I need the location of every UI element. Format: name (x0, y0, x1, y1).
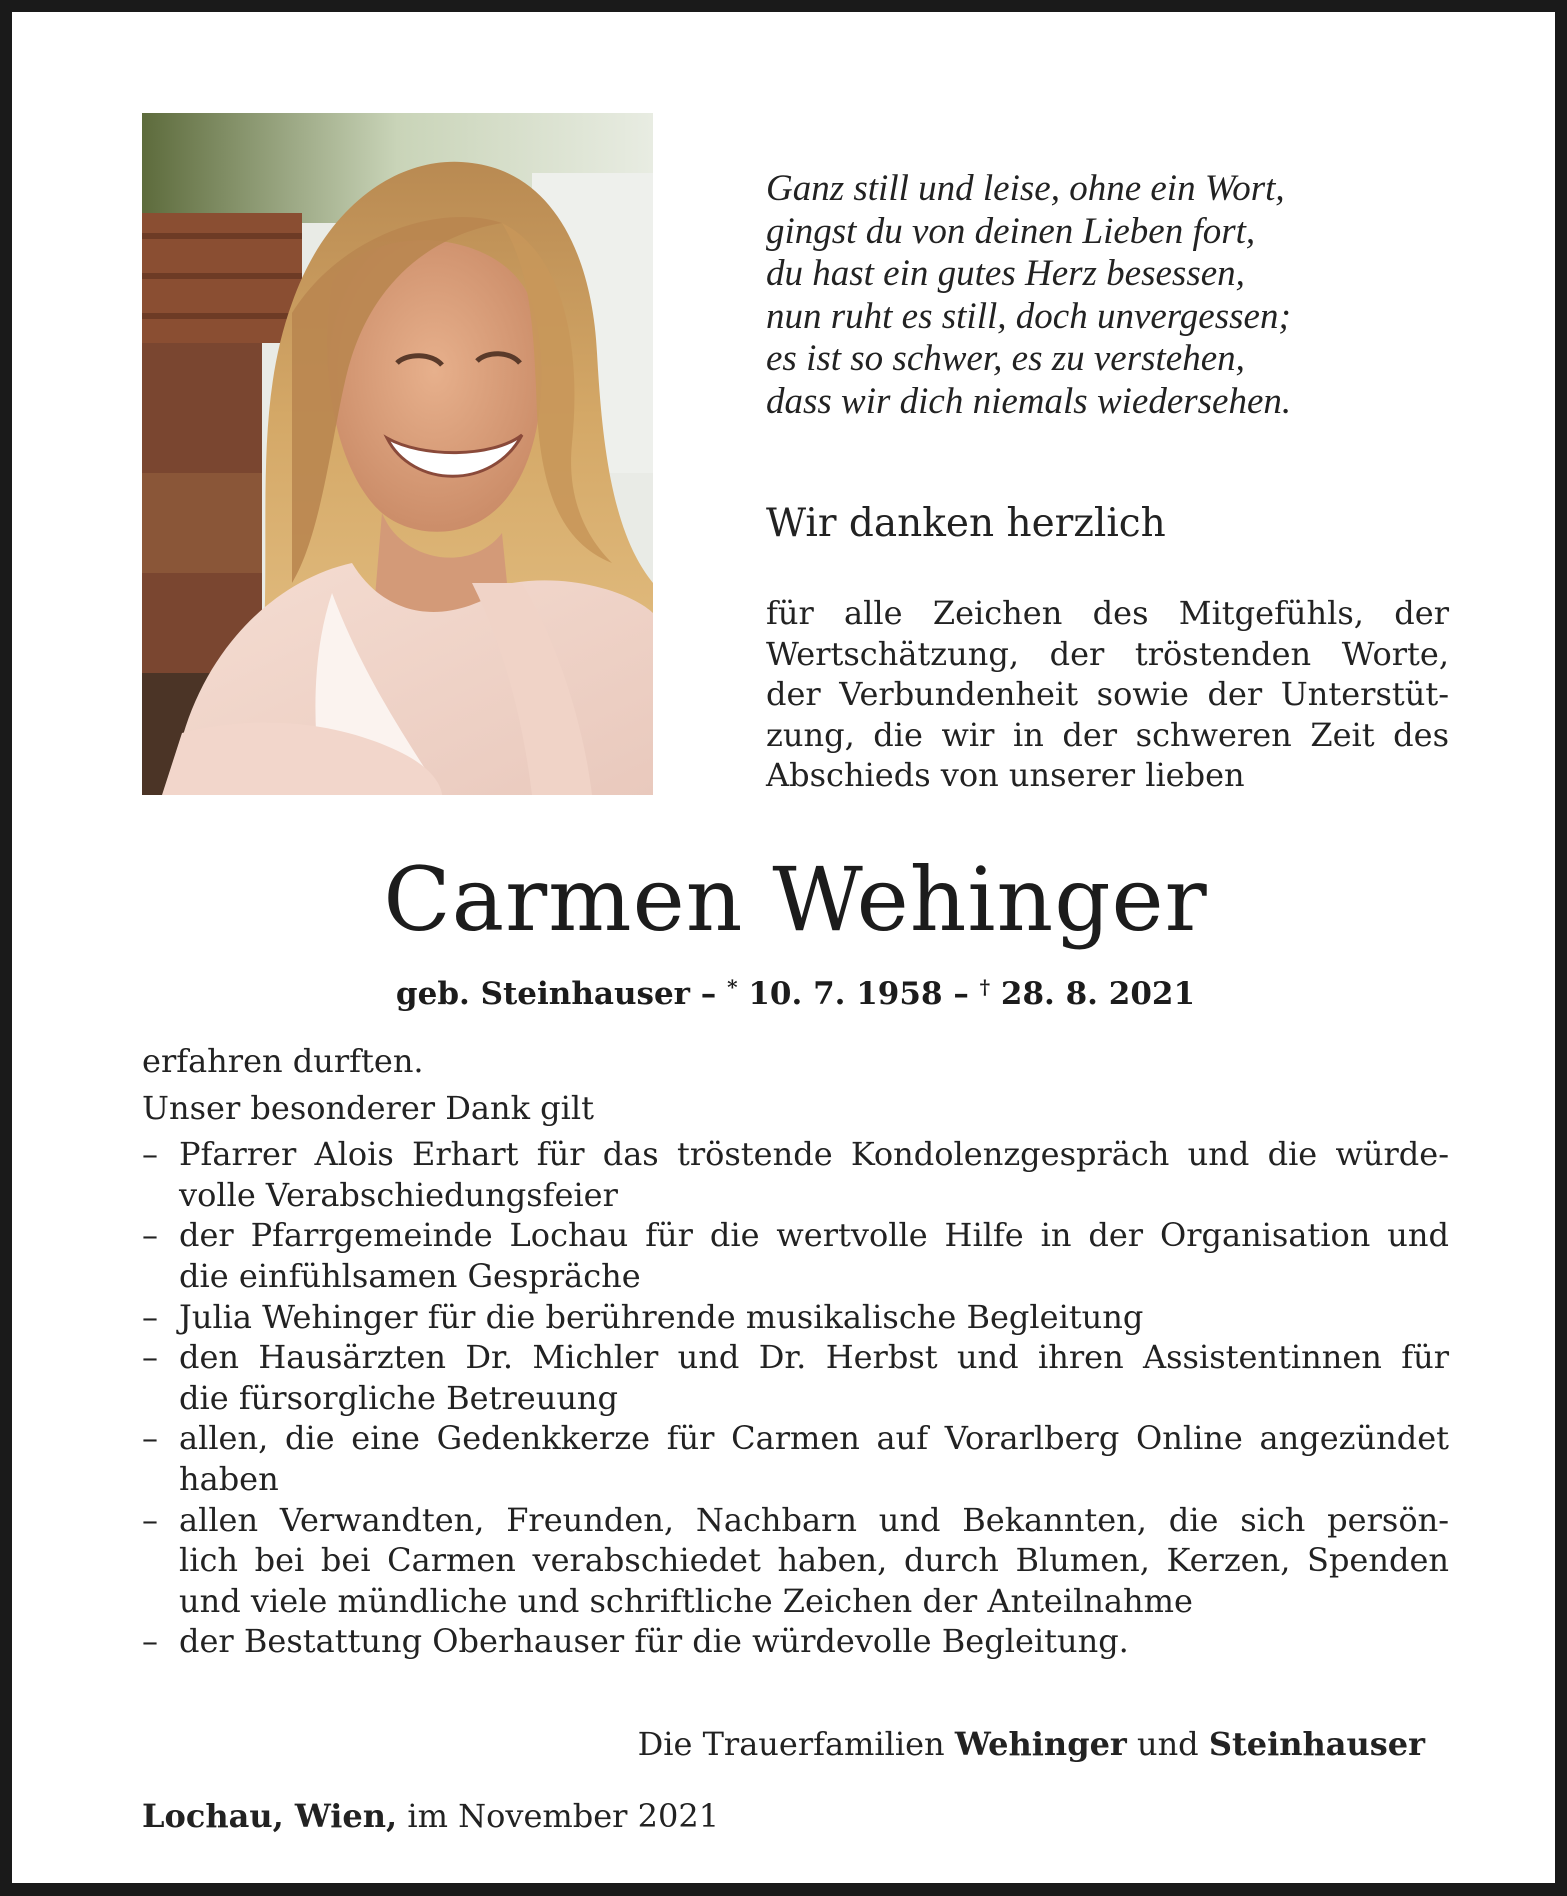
list-dash: – (142, 1135, 158, 1174)
birth-symbol: * (727, 975, 738, 999)
family-name-1: Wehinger (954, 1725, 1127, 1763)
list-dash: – (142, 1297, 158, 1336)
list-dash: – (142, 1338, 158, 1377)
list-item-line: der Pfarrgemeinde Lochau für die wertvolle Hilfe in der Organisation und (179, 1216, 1449, 1255)
thanks-line: Wertschätzung, der tröstenden Worte, (766, 634, 1449, 673)
list-item (142, 1337, 1449, 1418)
list-item-line: allen Verwandten, Freunden, Nachbarn und Bekannten, die sich persön- (179, 1500, 1449, 1539)
birth-date: 10. 7. 1958 (748, 976, 943, 1012)
portrait-photo (142, 113, 653, 795)
list-item (142, 1500, 1449, 1622)
thanks-line: für alle Zeichen des Mitgefühls, der (766, 594, 1449, 632)
signature-conjunction: und (1136, 1725, 1199, 1763)
poem-line: dass wir dich niemals wiedersehen. (766, 380, 1292, 422)
place-date-footer (142, 1795, 719, 1837)
list-item-line: lich bei bei Carmen verabschiedet haben, durch Blumen, Kerzen, Spenden (179, 1541, 1449, 1580)
thanks-line: der Verbundenheit sowie der Unterstüt- (766, 675, 1449, 714)
list-item-line: die fürsorgliche Betreuung (179, 1378, 619, 1417)
continuation-text: erfahren durften. (142, 1042, 424, 1080)
death-date: 28. 8. 2021 (1000, 976, 1196, 1012)
thanks-paragraph (766, 593, 1449, 796)
list-item (142, 1621, 1449, 1662)
family-name-2: Steinhauser (1208, 1725, 1425, 1763)
poem-line: gingst du von deinen Lieben fort, (766, 210, 1256, 252)
poem-line: Ganz still und leise, ohne ein Wort, (766, 168, 1285, 209)
list-item-line: Julia Wehinger für die berührende musikalische Begleitung (179, 1297, 1144, 1336)
list-dash: – (142, 1622, 158, 1661)
list-dash: – (142, 1419, 158, 1458)
thanks-heading: Wir danken herzlich (766, 501, 1166, 546)
list-item-line: volle Verabschiedungsfeier (179, 1175, 618, 1214)
body-text (142, 1041, 1449, 1662)
deceased-name: Carmen Wehinger (383, 848, 1208, 951)
list-item (142, 1297, 1449, 1338)
death-symbol: † (979, 975, 991, 999)
thanks-line: zung, die wir in der schweren Zeit des (766, 715, 1449, 754)
list-item-line: der Bestattung Oberhauser für die würdevolle Begleitung. (179, 1622, 1129, 1661)
family-signature (638, 1723, 1425, 1765)
memorial-poem (766, 168, 1466, 423)
birth-name: geb. Steinhauser (395, 976, 690, 1012)
thanks-list (142, 1134, 1449, 1662)
list-dash: – (142, 1500, 158, 1539)
list-item-line: den Hausärzten Dr. Michler und Dr. Herbst und ihren Assistentinnen für (179, 1338, 1449, 1377)
poem-line: du hast ein gutes Herz besessen, (766, 253, 1245, 294)
list-item (142, 1134, 1449, 1215)
footer-place: Lochau, Wien, (142, 1797, 398, 1835)
poem-line: es ist so schwer, es zu verstehen, (766, 338, 1245, 379)
signature-prefix: Die Trauerfamilien (637, 1725, 945, 1763)
birth-death-line: geb. Steinhauser – * 10. 7. 1958 – † 28. 8. 2021 (395, 975, 1196, 1012)
list-item-line: und viele mündliche und schriftliche Zeichen der Anteilnahme (179, 1581, 1193, 1620)
poem-line: nun ruht es still, doch unvergessen; (766, 295, 1291, 337)
list-item-line: die einfühlsamen Gespräche (179, 1256, 641, 1295)
list-item-line: allen, die eine Gedenkkerze für Carmen auf Vorarlberg Online angezündet (179, 1419, 1449, 1458)
thanks-line: Abschieds von unserer lieben (766, 756, 1245, 795)
list-dash: – (142, 1216, 158, 1255)
list-item (142, 1418, 1449, 1499)
list-item-line: Pfarrer Alois Erhart für das tröstende Kondolenzgespräch und die würde- (179, 1135, 1449, 1174)
list-item (142, 1215, 1449, 1296)
footer-date: im November 2021 (407, 1797, 720, 1835)
list-item-line: haben (179, 1459, 279, 1498)
special-thanks-intro: Unser besonderer Dank gilt (142, 1088, 594, 1127)
